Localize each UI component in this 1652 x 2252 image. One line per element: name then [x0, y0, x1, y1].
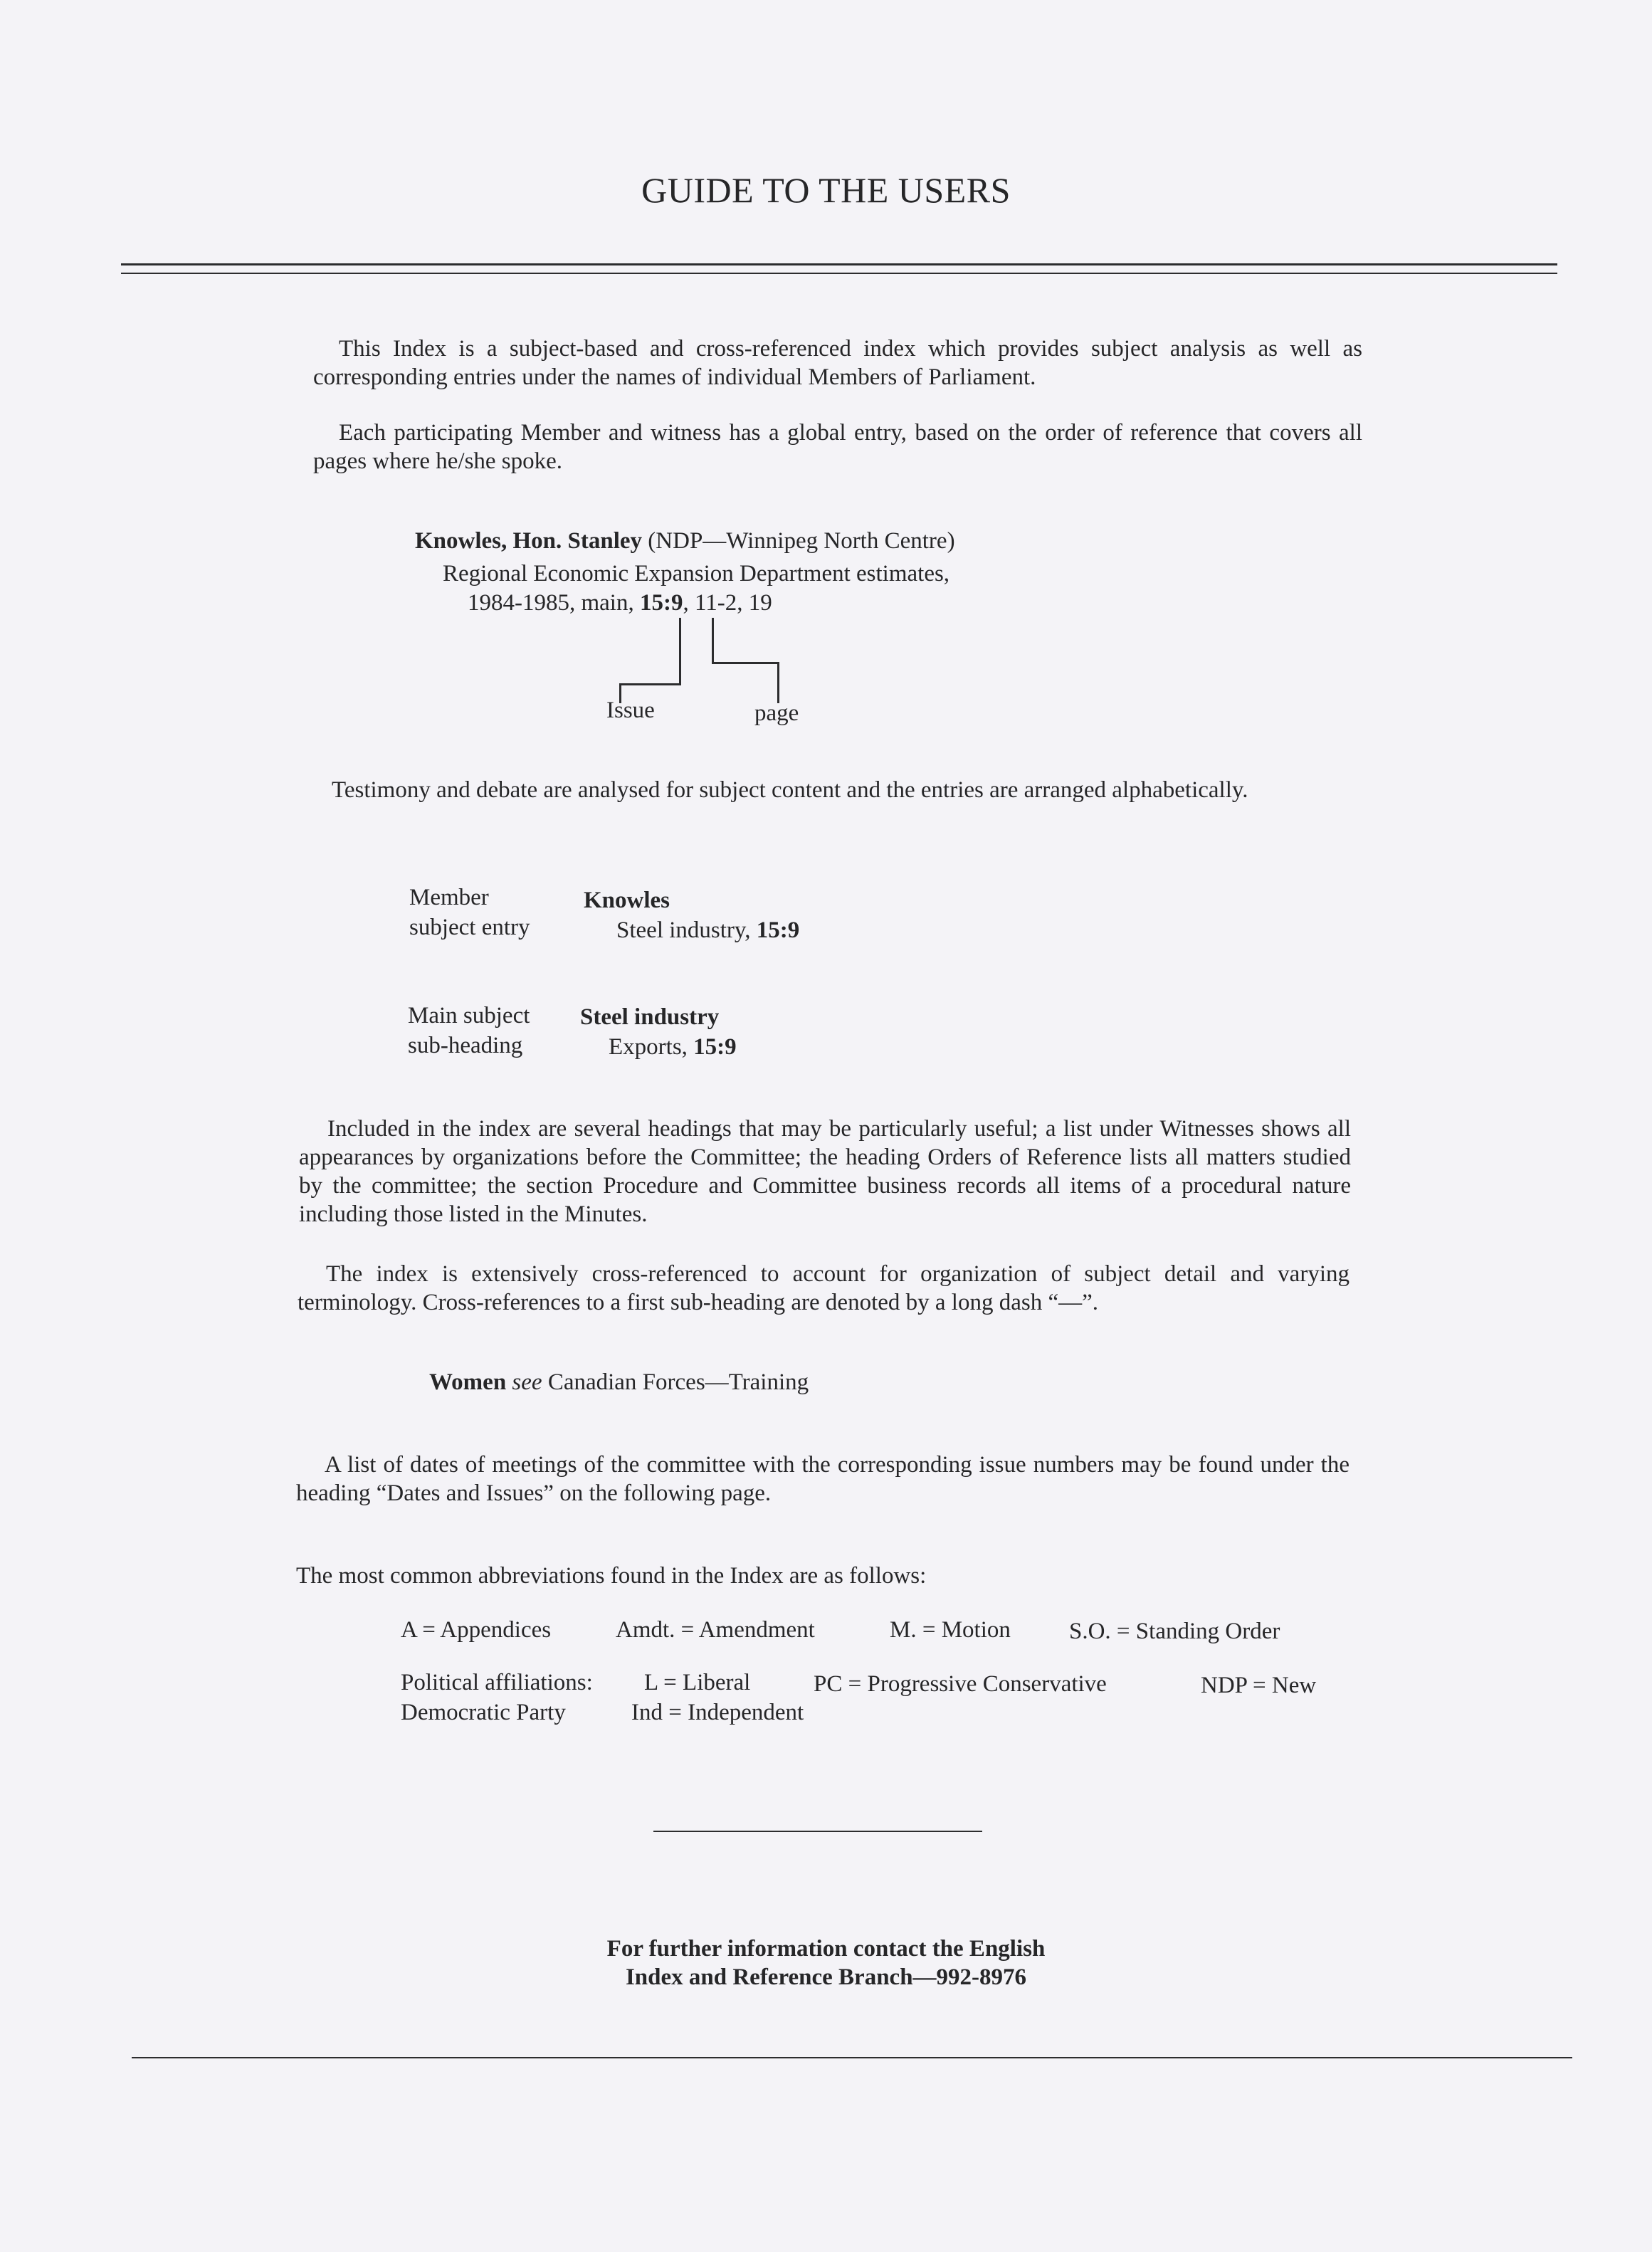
- political-independent: Ind = Independent: [631, 1700, 804, 1725]
- example-entry-line1: [415, 527, 955, 555]
- page-label: page: [754, 700, 799, 726]
- example-affiliation: (NDP—Winnipeg North Centre): [648, 528, 955, 554]
- cross-reference-example: [429, 1368, 809, 1396]
- dates-issues-paragraph: A list of dates of meetings of the committee with the corresponding issue numbers may be found under the heading “Dates and Issues” on the following page.: [296, 1452, 1350, 1506]
- subject-label: [408, 1001, 530, 1061]
- example-issue-ref: 15:9: [639, 590, 683, 616]
- subject-label-line2: sub-heading: [408, 1033, 523, 1058]
- member-subentry-ref: 15:9: [756, 917, 800, 943]
- example-member-name: Knowles, Hon. Stanley: [415, 528, 643, 554]
- page-title: GUIDE TO THE USERS: [641, 170, 1011, 210]
- political-liberal: L = Liberal: [644, 1670, 751, 1695]
- intro-paragraph: This Index is a subject-based and cross-referenced index which provides subject analysis as well as corresponding entries under the names of individual Members of Parliament.: [313, 336, 1362, 390]
- political-lead: Political affiliations:: [401, 1670, 593, 1695]
- member-heading: Knowles: [584, 888, 670, 913]
- footer-contact: [0, 1935, 1652, 1991]
- analysis-paragraph: Testimony and debate are analysed for subject content and the entries are arranged alphabetically.: [332, 777, 1248, 803]
- top-divider-second: [121, 273, 1557, 274]
- political-pc: PC = Progressive Conservative: [814, 1671, 1107, 1697]
- page-bracket-drop: [777, 662, 779, 703]
- member-label-line1: Member: [409, 885, 489, 910]
- subject-heading: Steel industry: [580, 1004, 720, 1030]
- footer-line2: Index and Reference Branch—992-8976: [625, 1964, 1027, 1990]
- cross-reference-paragraph: The index is extensively cross-referenced to account for organization of subject detail and varying terminology. Cross-references to a first sub-heading are denoted by a long dash “—”.: [298, 1261, 1350, 1315]
- political-ndp: NDP = New: [1201, 1673, 1317, 1698]
- cross-ref-see: see: [512, 1369, 542, 1395]
- example-entry-prefix: 1984-1985, main,: [468, 590, 640, 616]
- member-subentry: Steel industry,: [616, 917, 757, 943]
- bottom-divider: [132, 2057, 1572, 2058]
- member-label-line2: subject entry: [409, 915, 530, 940]
- page-bracket: [712, 618, 779, 664]
- example-entry-line3: [468, 589, 772, 617]
- subject-subentry: Exports,: [609, 1034, 694, 1060]
- abbrev-appendices: A = Appendices: [401, 1617, 552, 1643]
- footer-line1: For further information contact the English: [606, 1936, 1046, 1962]
- short-divider: [653, 1831, 982, 1832]
- abbrev-amendment: Amdt. = Amendment: [616, 1617, 815, 1643]
- cross-ref-target: Canadian Forces—Training: [547, 1369, 809, 1395]
- subject-entry-example: [580, 1002, 737, 1062]
- political-ndp-cont: Democratic Party: [401, 1700, 566, 1725]
- issue-bracket: [619, 618, 681, 685]
- member-entry-example: [584, 885, 799, 945]
- top-divider: [121, 263, 1557, 265]
- cross-ref-heading: Women: [429, 1369, 507, 1395]
- abbrev-standing-order: S.O. = Standing Order: [1069, 1619, 1280, 1644]
- example-entry-line2: Regional Economic Expansion Department estimates,: [443, 561, 950, 586]
- subject-subentry-ref: 15:9: [693, 1034, 737, 1060]
- global-entry-paragraph: Each participating Member and witness has a global entry, based on the order of reference that covers all pages where he/she spoke.: [313, 420, 1362, 474]
- subject-label-line1: Main subject: [408, 1003, 530, 1028]
- example-entry-suffix: , 11-2, 19: [683, 590, 772, 616]
- issue-label: Issue: [606, 698, 655, 723]
- abbrev-motion: M. = Motion: [890, 1617, 1011, 1643]
- abbreviations-intro: The most common abbreviations found in the Index are as follows:: [296, 1563, 927, 1589]
- member-label: [409, 883, 530, 942]
- useful-headings-paragraph: Included in the index are several headings that may be particularly useful; a list under Witnesses shows all appearances by organizations before the Committee; the heading Orders of Reference lists all matters studied by the committee; the section Procedure and Committee business records all items of a procedural nature including those listed in the Minutes.: [299, 1116, 1351, 1227]
